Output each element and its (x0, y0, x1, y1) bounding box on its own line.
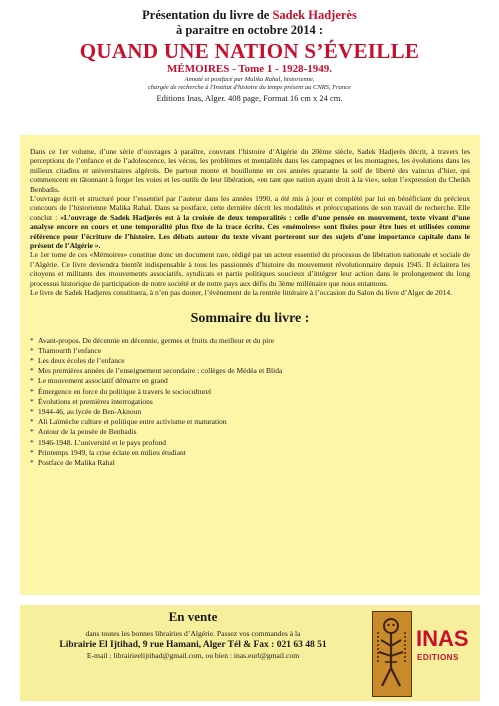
bookshop-address: Librairie El Ijtihad, 9 rue Hamani, Alger Tél & Fax : 021 63 48 51 (59, 640, 327, 650)
list-item: * Thamourth l’enfance (30, 345, 102, 355)
presentation-line (0, 8, 499, 23)
contact-emails: E-mail : librairieelijtihad@gmail.com, ou bien : inas.eurl@gmail.com (86, 651, 300, 660)
presentation-prefix: Présentation du livre de (142, 8, 273, 22)
list-item: * Le mouvement associatif démarre en grand (30, 376, 168, 386)
list-item: * Printemps 1949, la crise éclate en milieu étudiant (30, 447, 186, 457)
edition-info: Editions Inas, Alger. 408 page, Format 16 cm x 24 cm. (156, 93, 343, 103)
list-item: * Mes premières années de l’enseignement secondaire : collèges de Médéa et Blida (30, 366, 283, 376)
credit-line-2: chargée de recherche à l'Institut d'histoire du temps présent au CNRS, France (148, 84, 351, 91)
intro-paragraph-3: Le 1er tome de ces «Mémoires» constitue donc un document rare, rédigé par un acteur essentiel du processus de libération nationale et sociale de l’Algérie. Ce livre deviendra bientôt indispensable à tous les passionnés d’histoire du mouvement révolutionnaire depuis 1945. Il éclairera les citoyens et militants des mouvements associatifs, syndicats et partis politiques soucieux d’intégrer leur action dans le prolongement du long processus historique de participation de notre société et de notre pays aux défis du 3ème millénaire que nous entamons. (30, 250, 470, 288)
logo-wordmark: INAS (416, 626, 469, 651)
sommaire-list (30, 336, 470, 469)
list-item: * Les deux écoles de l’enfance (30, 355, 125, 365)
sommaire-title: Sommaire du livre : (190, 310, 310, 326)
list-item: * 1944-46, au lycée de Ben-Aknoun (30, 406, 142, 416)
logo-subtitle: EDITIONS (417, 653, 459, 662)
list-item: * Autour de la pensée de Benbadis (30, 427, 137, 437)
intro-paragraph-2 (30, 194, 470, 250)
sales-heading: En vente (168, 609, 218, 624)
list-item: * Postface de Malika Rahal (30, 457, 115, 467)
intro-paragraph-4: Le livre de Sadek Hadjeres constituera, à n’en pas douter, l’évènement de la rentrée littéraire à l’occasion du Salon du livre d’Alger de 2014. (30, 288, 453, 298)
book-title: QUAND UNE NATION S’ÉVEILLE (79, 39, 420, 63)
list-item: * Émergence en force du politique à travers le socioculturel (30, 386, 212, 396)
tribal-figure-icon (372, 611, 412, 697)
sales-info (20, 609, 366, 661)
release-date-line: à paraitre en octobre 2014 : (175, 23, 324, 37)
book-subtitle: MÉMOIRES - Tome 1 - 1928-1949. (167, 63, 332, 75)
document-header (0, 8, 499, 104)
sales-footer (20, 605, 480, 701)
rahal-quote: «L’ouvrage de Sadek Hadjerès est à la croisée de deux temporalités : celle d’une pensée en mouvement, texte vivant d’une analyse encore en cours et une temporalité plus fixe de la trace écrite. Ces «mémoires» sont fixées pour être lues et utilisées comme référence pour l’écriture de l’histoire. Les débats autour du texte vivant porteront sur des sujets d’une importance capitale dans le présent de l’Algérie ». (30, 212, 470, 251)
list-item: * 1946-1948. L’université et le pays profond (30, 437, 167, 447)
list-item: * Ali Laïmèche culture et politique entre activisme et maturation (30, 417, 227, 427)
author-name: Sadek Hadjerès (272, 8, 357, 22)
paragraph-2-start: L’ouvrage écrit et structuré pour l’essentiel par l’auteur dans les années 1990, a été mis à jour et complété par lui en bénéficiant du précieux concours de l’historienne Malika Rahal. Dans sa postface, cette dernière décrit les modalités et préoccupations de son travail de recherche. Elle conclut : (30, 194, 470, 222)
inas-logo (372, 611, 476, 697)
credit-line-1: Annoté et postfacé par Malika Rahal, historienne, (184, 76, 315, 83)
list-item: * Avant-propos. De décennie en décennie, germes et fruits du meilleur et du pire (30, 335, 275, 345)
sales-line-1: dans toutes les bonnes librairies d’Algérie. Passez vos commandes à la (85, 629, 301, 638)
intro-text (30, 147, 470, 298)
list-item: * Évolutions et premières interrogations (30, 396, 153, 406)
intro-paragraph-1: Dans ce 1er volume, d’une série d’ouvrages à paraître, couvrant l’histoire d’Algérie du 20ème siècle, Sadek Hadjerès décrit, à travers les perceptions de l’enfance et de l’adolescence, les vécus, les problèmes et mentalités dans les campagnes et les montagnes, les évolutions dans les milieux citadins et universitaires algérois. De partout monte et bouillonne en ces années quarante la soif de liberté des vaincus d’hier, qui commencent en tâtonnant à forger les voies et les outils de leur libération, «en tant que nation ayant droit à la vie», selon l’expression du Cheikh Benbadis. (30, 147, 470, 194)
description-panel (20, 135, 480, 595)
